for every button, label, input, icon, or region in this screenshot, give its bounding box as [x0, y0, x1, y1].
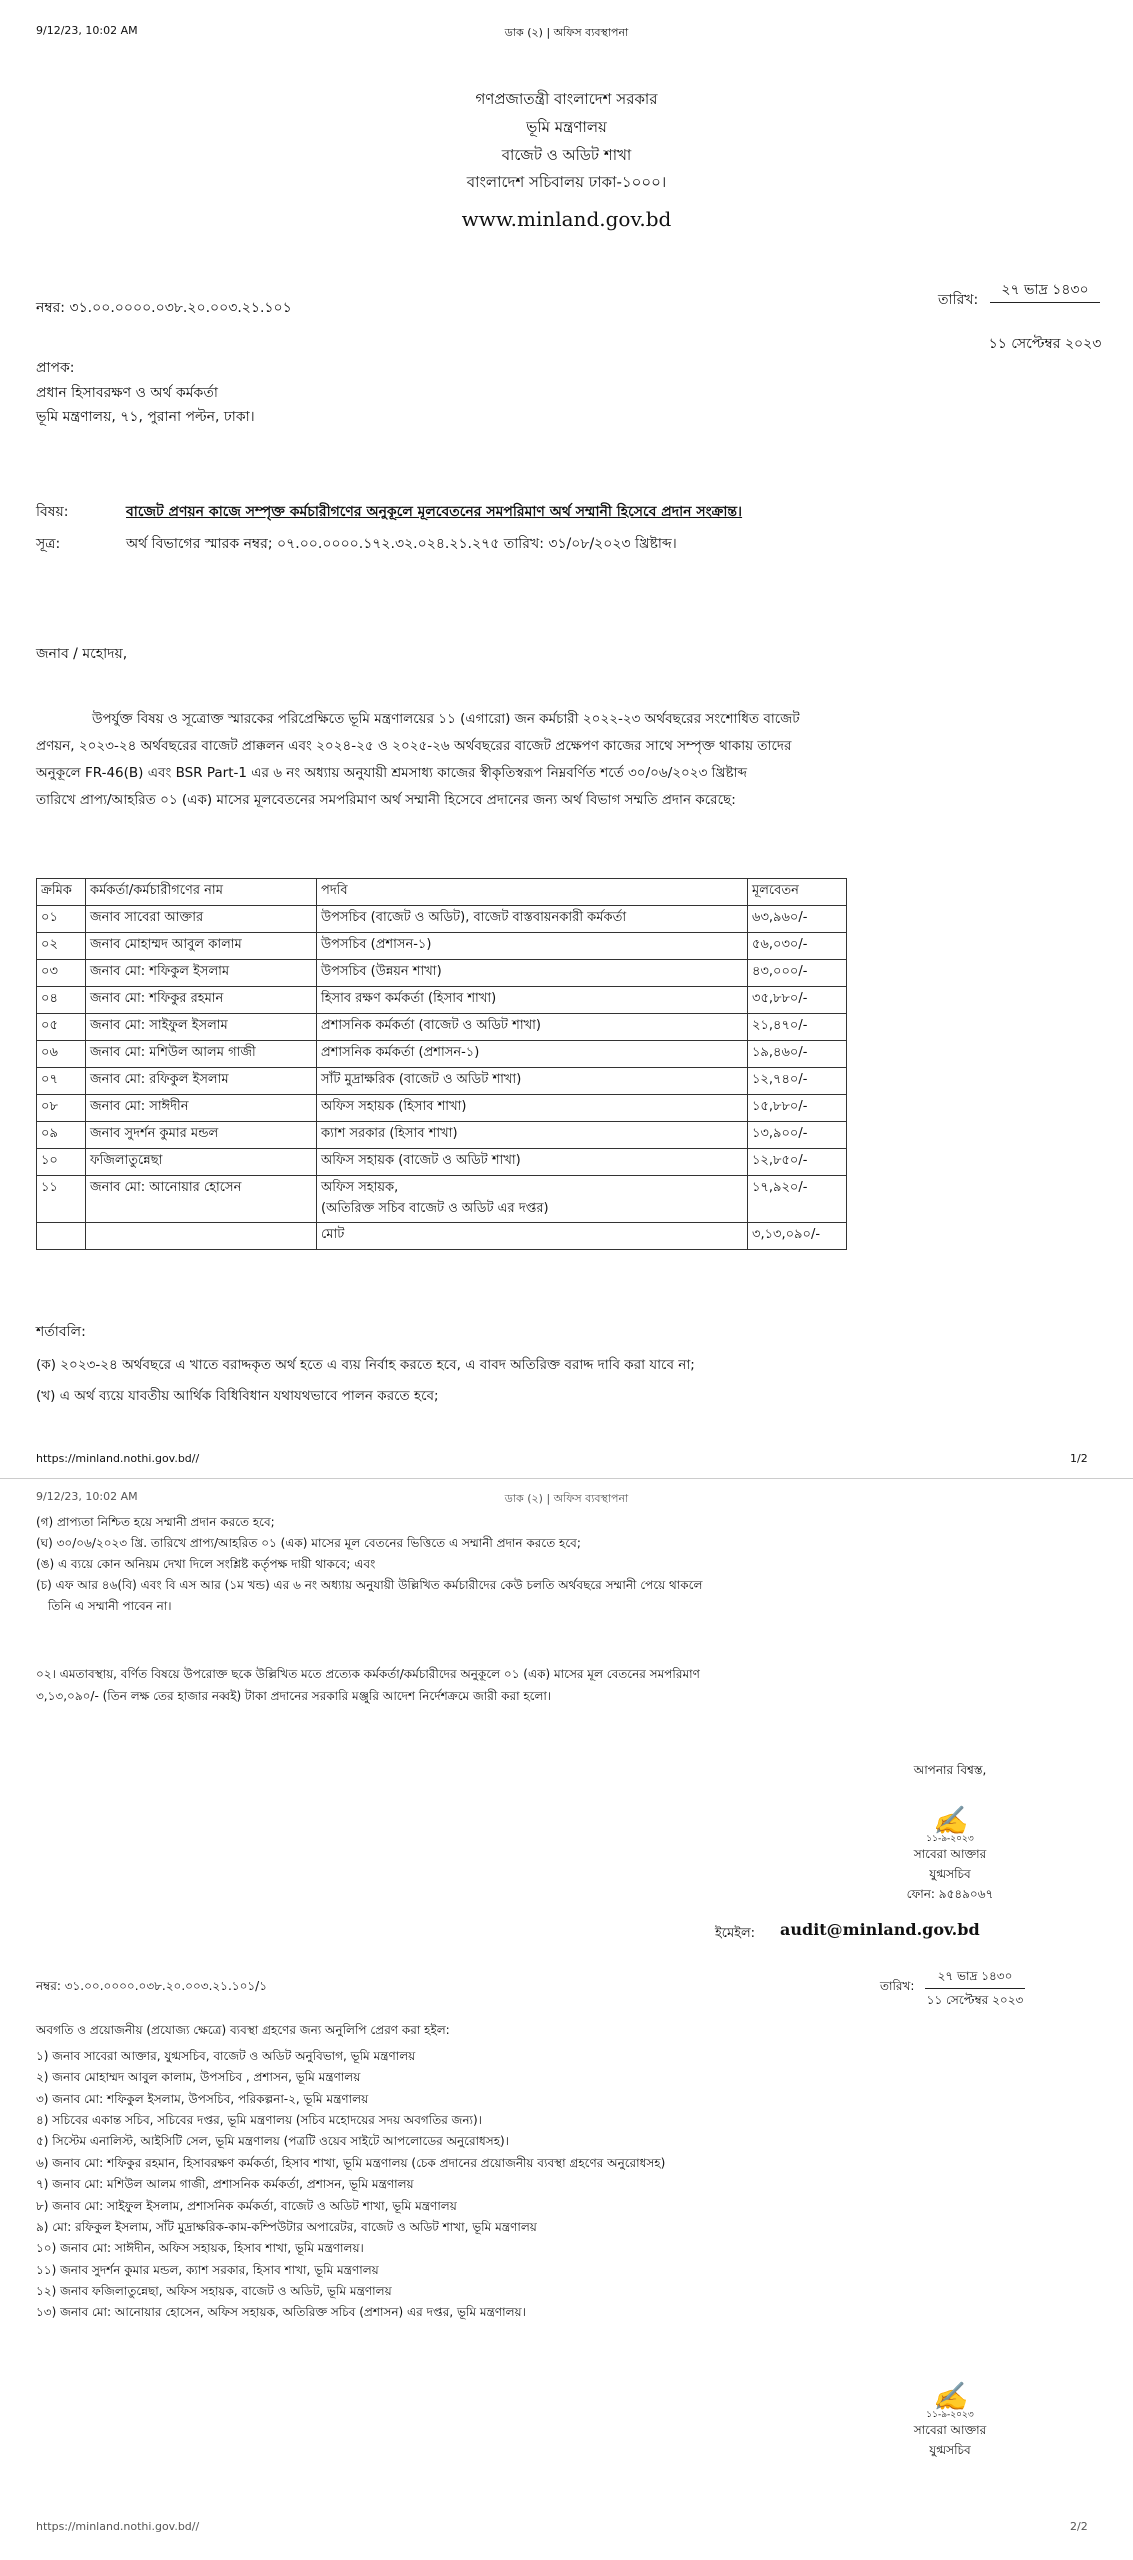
cell-designation: অফিস সহায়ক (বাজেট ও অডিট শাখা)	[317, 1149, 748, 1176]
date-label: তারিখ:	[880, 1979, 915, 1993]
table-row	[37, 960, 847, 987]
signature-block	[800, 1762, 1100, 1906]
list-item: ৭) জনাব মো: মশিউল আলম গাজী, প্রশাসনিক কর্মকর্তা, প্রশাসন, ভূমি মন্ত্রণালয়	[36, 2177, 414, 2192]
cell-serial: ০১	[37, 906, 86, 933]
body-paragraph	[36, 706, 800, 814]
cell-serial: ১১	[37, 1176, 86, 1223]
cell-designation: অফিস সহায়ক (হিসাব শাখা)	[317, 1095, 748, 1122]
cell-designation: হিসাব রক্ষণ কর্মকর্তা (হিসাব শাখা)	[317, 987, 748, 1014]
cell-salary: ২১,৪৭০/-	[748, 1014, 847, 1041]
subject-text: বাজেট প্রণয়ন কাজে সম্পৃক্ত কর্মচারীগণের অনুকূলে মূলবেতনের সমপরিমাণ অর্থ সম্মানী হিসেবে প্রদান সংক্রান্ত।	[126, 504, 743, 520]
signature-date: ১১-৯-২০২৩	[926, 1834, 974, 1844]
memo-number: নম্বর: ৩১.০০.০০০০.০৩৮.২০.০০৩.২১.১০১	[36, 300, 292, 316]
table-row	[37, 933, 847, 960]
total-value: ৩,১৩,০৯০/-	[748, 1223, 847, 1250]
cell-serial: ০৫	[37, 1014, 86, 1041]
paragraph-02	[36, 1664, 700, 1707]
cell-name: জনাব মোহাম্মদ আবুল কালাম	[86, 933, 317, 960]
list-item: ৮) জনাব মো: সাইফুল ইসলাম, প্রশাসনিক কর্মকর্তা, বাজেট ও অডিট শাখা, ভূমি মন্ত্রণালয়	[36, 2198, 457, 2213]
date-english: ১১ সেপ্টেম্বর ২০২৩	[926, 1993, 1024, 2007]
condition-item: (ক) ২০২৩-২৪ অর্থবছরে এ খাতে বরাদ্দকৃত অর্থ হতে এ ব্যয় নির্বাহ করতে হবে, এ বাবদ অতিরিক্ত বরাদ্দ দাবি করা যাবে না;	[36, 1357, 695, 1373]
footer-url[interactable]: https://minland.nothi.gov.bd//	[36, 1452, 200, 1465]
list-item: ৯) মো: রফিকুল ইসলাম, সাঁট মুদ্রাক্ষরিক-কাম-কম্পিউটার অপারেটর, বাজেট ও অডিট শাখা, ভূমি মন্ত্রণালয়	[36, 2219, 537, 2234]
table-total-row	[37, 1223, 847, 1250]
col-header-salary: মূলবেতন	[748, 879, 847, 906]
signatory-phone: ফোন: ৯৫৪৯০৬৭	[906, 1887, 994, 1901]
staff-table	[36, 878, 847, 1250]
signatory-designation: যুগ্মসচিব	[929, 2443, 971, 2457]
date-bangla: ২৭ ভাদ্র ১৪৩০	[925, 1968, 1025, 1989]
table-row	[37, 1176, 847, 1223]
list-item: ২) জনাব মোহাম্মদ আবুল কালাম, উপসচিব , প্রশাসন, ভূমি মন্ত্রণালয়	[36, 2070, 361, 2085]
total-label: মোট	[317, 1223, 748, 1250]
print-header-title: ডাক (২) | অফিস ব্যবস্থাপনা	[504, 1492, 629, 1505]
condition-item: (গ) প্রাপ্যতা নিশ্চিত হয়ে সম্মানী প্রদান করতে হবে;	[36, 1515, 275, 1529]
recipient-label: প্রাপক:	[36, 360, 75, 376]
date-label: তারিখ:	[938, 292, 979, 308]
cell-serial: ০৭	[37, 1068, 86, 1095]
conditions-title: শর্তাবলি:	[36, 1324, 86, 1340]
body-line: প্রণয়ন, ২০২৩-২৪ অর্থবছরের বাজেট প্রাক্কলন এবং ২০২৪-২৫ ও ২০২৫-২৬ অর্থবছরের বাজেট প্রক্ষেপণ কাজের সাথে সম্পৃক্ত থাকায় তাদের	[36, 738, 792, 754]
col-header-name: কর্মকর্তা/কর্মচারীগণের নাম	[86, 879, 317, 906]
recipient-title: প্রধান হিসাবরক্ষণ ও অর্থ কর্মকর্তা	[36, 384, 218, 401]
cell-name: জনাব মো: সাঈদীন	[86, 1095, 317, 1122]
table-row	[37, 987, 847, 1014]
cell-designation: প্রশাসনিক কর্মকর্তা (বাজেট ও অডিট শাখা)	[317, 1014, 748, 1041]
recipient-address: ভূমি মন্ত্রণালয়, ৭১, পুরানা পল্টন, ঢাকা।	[36, 409, 255, 425]
list-item: ৫) সিস্টেম এনালিস্ট, আইসিটি সেল, ভূমি মন্ত্রণালয় (পত্রটি ওয়েব সাইটে আপলোডের অনুরোধসহ)।	[36, 2134, 509, 2149]
cell-salary: ৫৬,০৩০/-	[748, 933, 847, 960]
reference-text: অর্থ বিভাগের স্মারক নম্বর; ০৭.০০.০০০০.১৭২.৩২.০২৪.২১.২৭৫ তারিখ: ৩১/০৮/২০২৩ খ্রিষ্টাব্দ।	[126, 536, 677, 552]
memo-number-copy: নম্বর: ৩১.০০.০০০০.০৩৮.২০.০০৩.২১.১০১/১	[36, 1979, 267, 1993]
section-name: বাজেট ও অডিট শাখা	[501, 145, 632, 164]
table-row	[37, 1122, 847, 1149]
date-bangla: ২৭ ভাদ্র ১৪৩০	[990, 278, 1100, 303]
condition-item: (ঙ) এ ব্যয়ে কোন অনিয়ম দেখা দিলে সংশ্লিষ্ট কর্তৃপক্ষ দায়ী থাকবে; এবং	[36, 1557, 376, 1571]
list-item: ১০) জনাব মো: সাঈদীন, অফিস সহায়ক, হিসাব শাখা, ভূমি মন্ত্রণালয়।	[36, 2241, 364, 2256]
cell-serial: ০৬	[37, 1041, 86, 1068]
cell-salary: ১৫,৮৮০/-	[748, 1095, 847, 1122]
col-header-serial: ক্রমিক	[37, 879, 86, 906]
cell-name: জনাব মো: শফিকুর রহমান	[86, 987, 317, 1014]
designation-line: অফিস সহায়ক,	[321, 1180, 399, 1195]
paragraph-line: ৩,১৩,০৯০/- (তিন লক্ষ তের হাজার নব্বই) টাকা প্রদানের সরকারি মঞ্জুরি আদেশ নির্দেশক্রমে জারী করা হলো।	[36, 1688, 552, 1703]
list-item: ৬) জনাব মো: শফিকুর রহমান, হিসাবরক্ষণ কর্মকর্তা, হিসাব শাখা, ভূমি মন্ত্রণালয় (চেক প্রদানের প্রয়োজনীয় ব্যবস্থা গ্রহণের অনুরোধসহ)	[36, 2155, 666, 2170]
table-row	[37, 1014, 847, 1041]
body-line: তারিখে প্রাপ্য/আহরিত ০১ (এক) মাসের মূলবেতনের সমপরিমাণ অর্থ সম্মানী হিসেবে প্রদানের জন্য অর্থ বিভাগ সম্মতি প্রদান করেছে:	[36, 792, 736, 808]
footer-page-number: 2/2	[1070, 2520, 1088, 2533]
cell-designation: সাঁট মুদ্রাক্ষরিক (বাজেট ও অডিট শাখা)	[317, 1068, 748, 1095]
date-english: ১১ সেপ্টেম্বর ২০২৩	[988, 336, 1102, 352]
cell-designation	[317, 1176, 748, 1223]
cell-name: জনাব মো: সাইফুল ইসলাম	[86, 1014, 317, 1041]
cell-name: জনাব সুদর্শন কুমার মন্ডল	[86, 1122, 317, 1149]
email-label: ইমেইল:	[715, 1926, 756, 1941]
office-letterhead	[0, 86, 1133, 238]
cell-salary: ৬৩,৯৬০/-	[748, 906, 847, 933]
list-item: ১) জনাব সাবেরা আক্তার, যুগ্মসচিব, বাজেট ও অডিট অনুবিভাগ, ভূমি মন্ত্রণালয়	[36, 2049, 416, 2063]
print-timestamp: 9/12/23, 10:02 AM	[36, 1490, 138, 1503]
cell-designation: ক্যাশ সরকার (হিসাব শাখা)	[317, 1122, 748, 1149]
govt-name: গণপ্রজাতন্ত্রী বাংলাদেশ সরকার	[475, 90, 658, 108]
cell-name: জনাব মো: মশিউল আলম গাজী	[86, 1041, 317, 1068]
salutation: জনাব / মহোদয়,	[36, 646, 128, 662]
cell-name: জনাব মো: রফিকুল ইসলাম	[86, 1068, 317, 1095]
cell-serial: ০৩	[37, 960, 86, 987]
col-header-designation: পদবি	[317, 879, 748, 906]
list-item: ১৩) জনাব মো: আনোয়ার হোসেন, অফিস সহায়ক, অতিরিক্ত সচিব (প্রশাসন) এর দপ্তর, ভূমি মন্ত্রণালয়।	[36, 2305, 526, 2320]
signatory-name: সাবেরা আক্তার	[913, 1847, 987, 1861]
office-address: বাংলাদেশ সচিবালয় ঢাকা-১০০০।	[466, 173, 667, 192]
cell-serial: ১০	[37, 1149, 86, 1176]
condition-item: (ঘ) ৩০/০৬/২০২৩ খ্রি. তারিখে প্রাপ্য/আহরিত ০১ (এক) মাসের মূল বেতনের ভিত্তিতে এ সম্মানী প্রদান করতে হবে;	[36, 1536, 581, 1550]
cell-designation: প্রশাসনিক কর্মকর্তা (প্রশাসন-১)	[317, 1041, 748, 1068]
table-row	[37, 1041, 847, 1068]
cell-salary: ১৭,৯২০/-	[748, 1176, 847, 1223]
print-timestamp: 9/12/23, 10:02 AM	[36, 24, 138, 37]
list-item: ১১) জনাব সুদর্শন কুমার মন্ডল, ক্যাশ সরকার, হিসাব শাখা, ভূমি মন্ত্রণালয়	[36, 2262, 379, 2277]
table-row	[37, 906, 847, 933]
table-row	[37, 1068, 847, 1095]
cell-salary: ৪৩,০০০/-	[748, 960, 847, 987]
reference-label: সূত্র:	[36, 536, 61, 552]
closing-text: আপনার বিশ্বস্ত,	[913, 1763, 987, 1777]
recipient-block	[36, 356, 255, 430]
distribution-intro: অবগতি ও প্রয়োজনীয় (প্রযোজ্য ক্ষেত্রে) ব্যবস্থা গ্রহণের জন্য অনুলিপি প্রেরণ করা হইল:	[36, 2023, 450, 2037]
conditions-list	[36, 1350, 695, 1412]
body-line: অনুকূলে FR-46(B) এবং BSR Part-1 এর ৬ নং অধ্যায় অনুযায়ী শ্রমসাধ্য কাজের স্বীকৃতিস্বরূপ নিম্নবর্ণিত শর্তে ৩০/০৬/২০২৩ খ্রিষ্টাব্দ	[36, 765, 748, 781]
cell-name: ফজিলাতুন্নেছা	[86, 1149, 317, 1176]
cell-salary: ১২,৭৪০/-	[748, 1068, 847, 1095]
paragraph-line: ০২। এমতাবস্থায়, বর্ণিত বিষয়ে উপরোক্ত ছকে উল্লিখিত মতে প্রত্যেক কর্মকর্তা/কর্মচারীদের অনুকূলে ০১ (এক) মাসের মূল বেতনের সমপরিমাণ	[36, 1667, 700, 1681]
cell-name: জনাব মো: আনোয়ার হোসেন	[86, 1176, 317, 1223]
cell-name: জনাব মো: শফিকুল ইসলাম	[86, 960, 317, 987]
subject-label: বিষয়:	[36, 504, 69, 520]
condition-item: (খ) এ অর্থ ব্যয়ে যাবতীয় আর্থিক বিধিবিধান যথাযথভাবে পালন করতে হবে;	[36, 1388, 439, 1405]
table-header-row	[37, 879, 847, 906]
list-item: ১২) জনাব ফজিলাতুন্নেছা, অফিস সহায়ক, বাজেট ও অডিট, ভূমি মন্ত্রণালয়	[36, 2283, 392, 2298]
cell-salary: ৩৫,৮৮০/-	[748, 987, 847, 1014]
signatory-email[interactable]: audit@minland.gov.bd	[780, 1920, 980, 1939]
cell-name: জনাব সাবেরা আক্তার	[86, 906, 317, 933]
page-divider	[0, 1478, 1133, 1479]
signature-date: ১১-৯-২০২৩	[926, 2410, 974, 2420]
cell-serial: ০৪	[37, 987, 86, 1014]
cell-designation: উপসচিব (বাজেট ও অডিট), বাজেট বাস্তবায়নকারী কর্মকর্তা	[317, 906, 748, 933]
condition-item: তিনি এ সম্মানী পাবেন না।	[48, 1599, 172, 1613]
cell-salary: ১৩,৯০০/-	[748, 1122, 847, 1149]
signature-mark: ✍	[932, 1804, 968, 1837]
footer-page-number: 1/2	[1070, 1452, 1088, 1465]
cell-salary: ১৯,৪৬০/-	[748, 1041, 847, 1068]
cell-designation: উপসচিব (প্রশাসন-১)	[317, 933, 748, 960]
cell-serial: ০৮	[37, 1095, 86, 1122]
signature-block-2	[800, 2380, 1100, 2462]
print-header-title: ডাক (২) | অফিস ব্যবস্থাপনা	[504, 26, 629, 39]
signatory-name: সাবেরা আক্তার	[913, 2423, 987, 2437]
cell-serial: ০২	[37, 933, 86, 960]
cell-designation: উপসচিব (উন্নয়ন শাখা)	[317, 960, 748, 987]
cell-serial: ০৯	[37, 1122, 86, 1149]
distribution-list	[36, 2046, 665, 2324]
office-website[interactable]: www.minland.gov.bd	[461, 207, 672, 231]
table-row	[37, 1095, 847, 1122]
list-item: ৩) জনাব মো: শফিকুল ইসলাম, উপসচিব, পরিকল্পনা-২, ভূমি মন্ত্রণালয়	[36, 2091, 369, 2106]
cell-salary: ১২,৮৫০/-	[748, 1149, 847, 1176]
signature-mark: ✍	[932, 2380, 968, 2413]
table-row	[37, 1149, 847, 1176]
condition-item: (চ) এফ আর ৪৬(বি) এবং বি এস আর (১ম খন্ড) এর ৬ নং অধ্যায় অনুযায়ী উল্লিখিত কর্মচারীদের কেউ চলতি অর্থবছরে সম্মানী পেয়ে থাকলে	[36, 1578, 703, 1592]
designation-line: (অতিরিক্ত সচিব বাজেট ও অডিট এর দপ্তর)	[321, 1201, 549, 1216]
signatory-designation: যুগ্মসচিব	[929, 1867, 971, 1881]
conditions-continued	[36, 1512, 702, 1617]
footer-url[interactable]: https://minland.nothi.gov.bd//	[36, 2520, 200, 2533]
body-line: উপর্যুক্ত বিষয় ও সূত্রোক্ত স্মারকের পরিপ্রেক্ষিতে ভূমি মন্ত্রণালয়ের ১১ (এগারো) জন কর্মচারী ২০২২-২৩ অর্থবছরের সংশোধিত বাজেট	[92, 711, 800, 727]
list-item: ৪) সচিবের একান্ত সচিব, সচিবের দপ্তর, ভূমি মন্ত্রণালয় (সচিব মহোদয়ের সদয় অবগতির জন্য)।	[36, 2113, 482, 2128]
ministry-name: ভূমি মন্ত্রণালয়	[526, 117, 607, 136]
